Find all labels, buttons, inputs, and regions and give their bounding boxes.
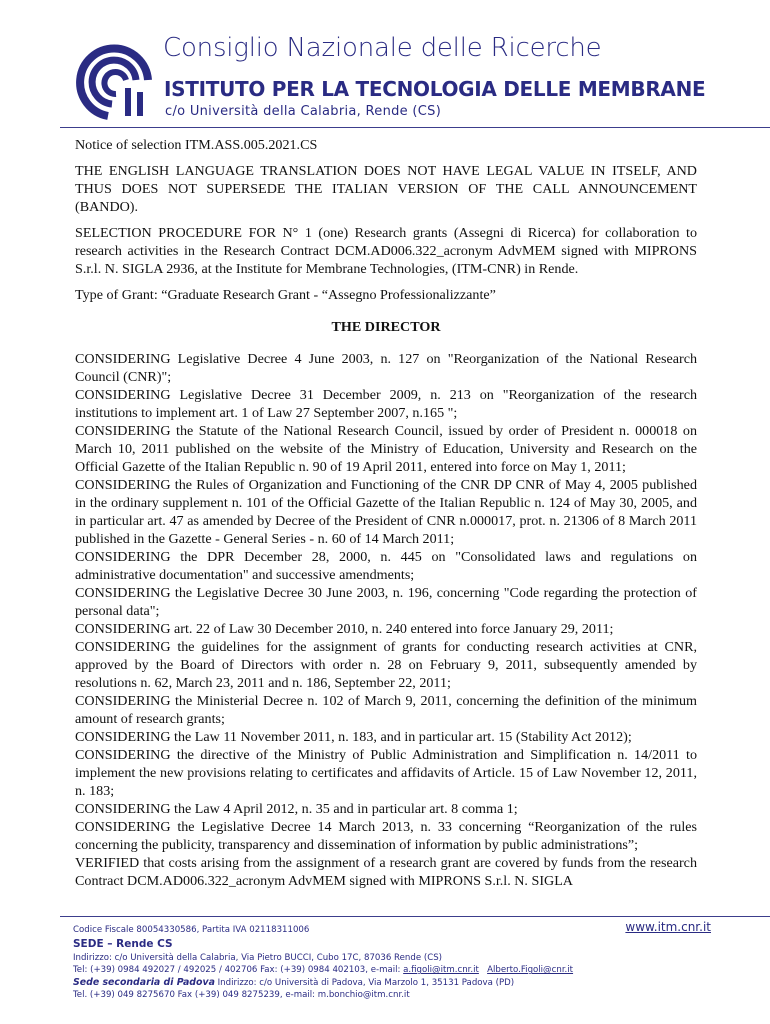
secondary-sede-title: Sede secondaria di Padova [73,976,215,988]
considering-item: CONSIDERING the DPR December 28, 2000, n. 445 on "Consolidated laws and regulations on administrative documentation" and successive amendments; [75,549,697,583]
verified-item: VERIFIED that costs arising from the assignment of a research grant are covered by funds from the research Contract DCM.AD006.322_acronym AdvMEM signed with MIPRONS S.r.l. N. SIGLA [75,855,697,889]
considering-item: CONSIDERING the Rules of Organization and Functioning of the CNR DP CNR of May 4, 2005 published in the ordinary supplement n. 101 of the Official Gazette of the Italian Republic n. 124 of May 30, 2005, and in particular art. 47 as amended by Decree of the President of CNR n.000017, prot. n. 21306 of 8 March 2011 published in the Gazette - General Series - n. 60 of 14 March 2011; [75,477,697,547]
considering-item: CONSIDERING Legislative Decree 31 December 2009, n. 213 on "Reorganization of the research institutions to implement art. 1 of Law 27 September 2007, n.165 "; [75,387,697,421]
email-link-alberto-figoli[interactable]: Alberto.Figoli@cnr.it [487,965,574,976]
grant-type: Type of Grant: “Graduate Research Grant - “Assegno Professionalizzante” [75,287,496,303]
footer [73,920,723,1002]
organization-title: Consiglio Nazionale delle Ricerche [163,33,602,63]
fiscal-code: Codice Fiscale 80054330586, Partita IVA 02118311006 [73,925,310,935]
considering-item: CONSIDERING art. 22 of Law 30 December 2010, n. 240 entered into force January 29, 2011; [75,621,614,637]
cnr-logo-icon [68,40,156,120]
director-heading: THE DIRECTOR [331,319,441,335]
footer-divider [60,916,770,917]
considering-list [75,350,697,890]
considering-item: CONSIDERING the Ministerial Decree n. 102 of March 9, 2011, concerning the definition of the minimum amount of research grants; [75,693,697,727]
letterhead [0,0,770,125]
secondary-sede-address: Indirizzo: c/o Università di Padova, Via Marzolo 1, 35131 Padova (PD) [214,977,515,988]
email-link-figoli[interactable]: a.figoli@itm.cnr.it [403,965,479,976]
sede-address: Indirizzo: c/o Università della Calabria, Via Pietro BUCCI, Cubo 17C, 87036 Rende (CS) [73,952,443,963]
sede-title: SEDE – Rende CS [73,937,173,950]
website-link[interactable]: www.itm.cnr.it [625,920,711,934]
considering-item: CONSIDERING the Legislative Decree 14 March 2013, n. 33 concerning “Reorganization of the rules concerning the publicity, transparency and dissemination of information by public administrations”; [75,819,697,853]
considering-item: CONSIDERING the Legislative Decree 30 June 2003, n. 196, concerning "Code regarding the protection of personal data"; [75,585,697,619]
institute-address: c/o Università della Calabria, Rende (CS) [165,104,442,119]
sede-phone: Tel: (+39) 0984 492027 / 492025 / 402706 Fax: (+39) 0984 402103, e-mail: [73,965,404,976]
sede-contacts [73,964,723,977]
translation-disclaimer: THE ENGLISH LANGUAGE TRANSLATION DOES NOT HAVE LEGAL VALUE IN ITSELF, AND THUS DOES NOT SUPERSEDE THE ITALIAN VERSION OF THE CALL ANNOUNCEMENT (BANDO). [75,163,697,215]
notice-line: Notice of selection ITM.ASS.005.2021.CS [75,137,318,153]
considering-item: CONSIDERING the guidelines for the assignment of grants for conducting research activities at CNR, approved by the Board of Directors with order n. 28 on February 9, 2011, subsequently amended by resolutions n. 62, March 23, 2011 and n. 186, September 22, 2011; [75,639,697,691]
selection-procedure: SELECTION PROCEDURE FOR N° 1 (one) Research grants (Assegni di Ricerca) for collaboration to research activities in the Research Contract DCM.AD006.322_acronym AdvMEM signed with MIPRONS S.r.l. N. SIGLA 2936, at the Institute for Membrane Technologies, (ITM-CNR) in Rende. [75,225,697,277]
secondary-sede [73,977,723,990]
considering-item: CONSIDERING the directive of the Ministry of Public Administration and Simplification n. 14/2011 to implement the new provisions relating to certificates and affidavits of Article. 15 of Law November 12, 2011, n. 183; [75,747,697,799]
document-body [75,136,697,890]
secondary-sede-contacts: Tel. (+39) 049 8275670 Fax (+39) 049 8275239, e-mail: m.bonchio@itm.cnr.it [73,990,410,1001]
considering-item: CONSIDERING the Statute of the National Research Council, issued by order of President n. 000018 on March 10, 2011 published on the website of the Ministry of Education, University and Research on the Official Gazette of the Italian Republic n. 90 of 19 April 2011, entered into force on May 1, 2011; [75,423,697,475]
considering-item: CONSIDERING Legislative Decree 4 June 2003, n. 127 on "Reorganization of the National Research Council (CNR)"; [75,351,697,385]
header-divider [60,127,770,128]
considering-item: CONSIDERING the Law 4 April 2012, n. 35 and in particular art. 8 comma 1; [75,801,518,817]
considering-item: CONSIDERING the Law 11 November 2011, n. 183, and in particular art. 15 (Stability Act 2012); [75,729,632,745]
institute-name: ISTITUTO PER LA TECNOLOGIA DELLE MEMBRANE [164,77,706,101]
